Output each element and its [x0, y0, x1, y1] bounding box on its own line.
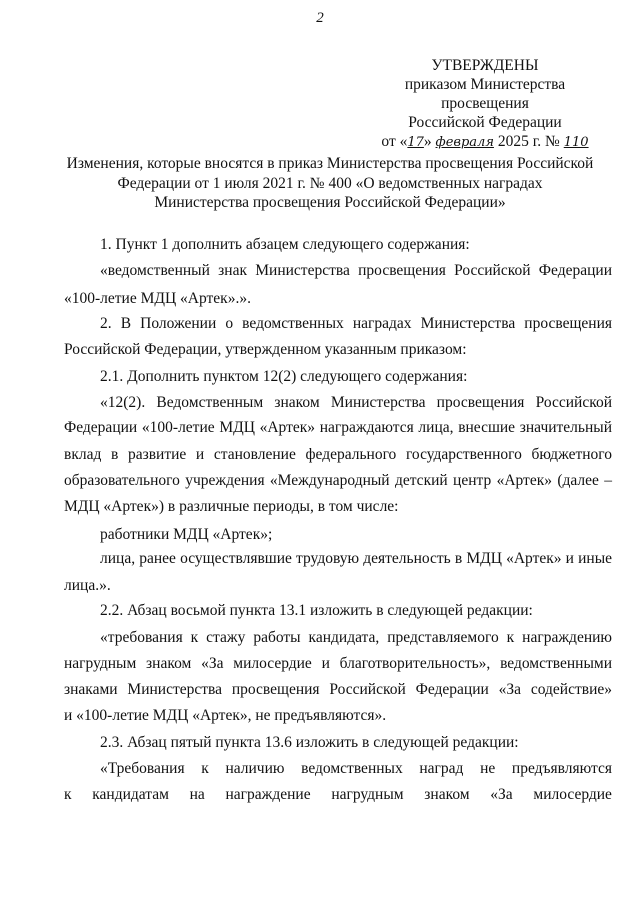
page-number: 2 [316, 10, 324, 26]
approval-line-1: приказом Министерства просвещения [404, 76, 566, 112]
paragraph-9-l3 [64, 677, 612, 702]
paragraph-2-line-1: «ведомственный знак Министерства просвещения Российской Федерации [100, 262, 612, 279]
paragraph-9 [64, 625, 612, 650]
paragraph-3-line-2: Российской Федерации, утвержденном указанным приказом: [64, 341, 467, 358]
paragraph-7-line-1: лица, ранее осуществлявшие трудовую деятельность в МДЦ «Артек» и иные [100, 550, 612, 567]
paragraph-2 [64, 258, 612, 283]
paragraph-6 [64, 522, 612, 547]
date-prefix: от « [381, 133, 408, 150]
paragraph-9-line-2: нагрудным знаком «За милосердие и благотворительность», ведомственными [64, 655, 612, 672]
word: наград [419, 760, 464, 777]
paragraph-9-line-3: знаками Министерства просвещения Российской Федерации «За содействие» [64, 681, 612, 698]
paragraph-5-line-4: образовательного учреждения «Международный детский центр «Артек» (далее – [64, 472, 612, 489]
paragraph-8-text: 2.2. Абзац восьмой пункта 13.1 изложить в следующей редакции: [100, 602, 533, 619]
approval-heading: УТВЕРЖДЕНЫ [431, 57, 539, 74]
word: не [480, 760, 496, 777]
paragraph-5-line-1: «12(2). Ведомственным знаком Министерства просвещения Российской [100, 394, 612, 411]
paragraph-2-cont [64, 286, 612, 311]
paragraph-11 [100, 756, 612, 781]
word: награждение [225, 786, 311, 803]
word: кандидатам [92, 786, 169, 803]
title-line-1: Изменения, которые вносятся в приказ Министерства просвещения Российской [66, 155, 594, 172]
word: «За [490, 786, 513, 803]
paragraph-5-line-3: вклад в развитие и становление федерального государственного бюджетного [64, 446, 612, 463]
date-year: 2025 г. № [497, 133, 560, 150]
paragraph-3-line-1: 2. В Положении о ведомственных наградах Министерства просвещения [100, 315, 612, 332]
date-month: февраля [435, 135, 494, 150]
paragraph-11-line-2 [64, 782, 612, 807]
paragraph-8 [64, 598, 612, 623]
paragraph-7 [64, 546, 612, 571]
paragraph-10-text: 2.3. Абзац пятый пункта 13.6 изложить в следующей редакции: [100, 734, 519, 751]
paragraph-5 [64, 390, 612, 415]
paragraph-9-line-1: «требования к стажу работы кандидата, представляемого к награждению [100, 629, 612, 646]
paragraph-10 [64, 730, 612, 755]
word: предъявляются [511, 760, 612, 777]
paragraph-2-line-2: «100-летие МДЦ «Артек».». [64, 290, 251, 307]
paragraph-6-text: работники МДЦ «Артек»; [100, 526, 273, 543]
paragraph-5-l4 [64, 468, 612, 493]
paragraph-5-l3 [64, 442, 612, 467]
word: ведомственных [301, 760, 403, 777]
paragraph-7-l2 [64, 573, 612, 598]
paragraph-9-line-4: и «100-летие МДЦ «Артек», не предъявляются». [64, 707, 387, 724]
word: к [64, 786, 72, 803]
approval-line-2: Российской Федерации [408, 114, 562, 131]
paragraph-5-l5 [64, 494, 612, 519]
date-day: 17 [407, 135, 424, 150]
paragraph-5-line-5: МДЦ «Артек») в различные периоды, в том числе: [64, 498, 399, 515]
paragraph-11-line-1 [100, 756, 612, 781]
word: наличию [225, 760, 285, 777]
order-number: 110 [563, 135, 589, 150]
paragraph-9-l4 [64, 703, 612, 728]
approval-date-line [360, 132, 610, 152]
paragraph-5-l2 [64, 415, 612, 440]
title-line-2: Федерации от 1 июля 2021 г. № 400 «О ведомственных наградах [117, 174, 543, 192]
title-line-3: Министерства просвещения Российской Федерации» [154, 194, 506, 211]
date-mid: » [423, 133, 432, 150]
paragraph-11-l2 [64, 782, 612, 807]
paragraph-5-line-2: Федерации «100-летие МДЦ «Артек» награждаются лица, внесшие значительный [64, 419, 612, 436]
paragraph-3-cont [64, 337, 612, 362]
word: к [201, 760, 209, 777]
paragraph-1-text: 1. Пункт 1 дополнить абзацем следующего содержания: [100, 236, 470, 253]
word: милосердие [533, 786, 612, 803]
approval-block [360, 56, 610, 152]
paragraph-9-l2 [64, 651, 612, 676]
paragraph-3 [64, 311, 612, 336]
document-title [40, 154, 620, 213]
word: нагрудным [331, 786, 404, 803]
paragraph-7-line-2: лица.». [64, 577, 111, 594]
paragraph-4-text: 2.1. Дополнить пунктом 12(2) следующего содержания: [100, 368, 468, 385]
paragraph-1 [64, 232, 612, 257]
word: на [189, 786, 205, 803]
word: знаком [424, 786, 470, 803]
word: «Требования [100, 760, 185, 777]
paragraph-4 [64, 364, 612, 389]
